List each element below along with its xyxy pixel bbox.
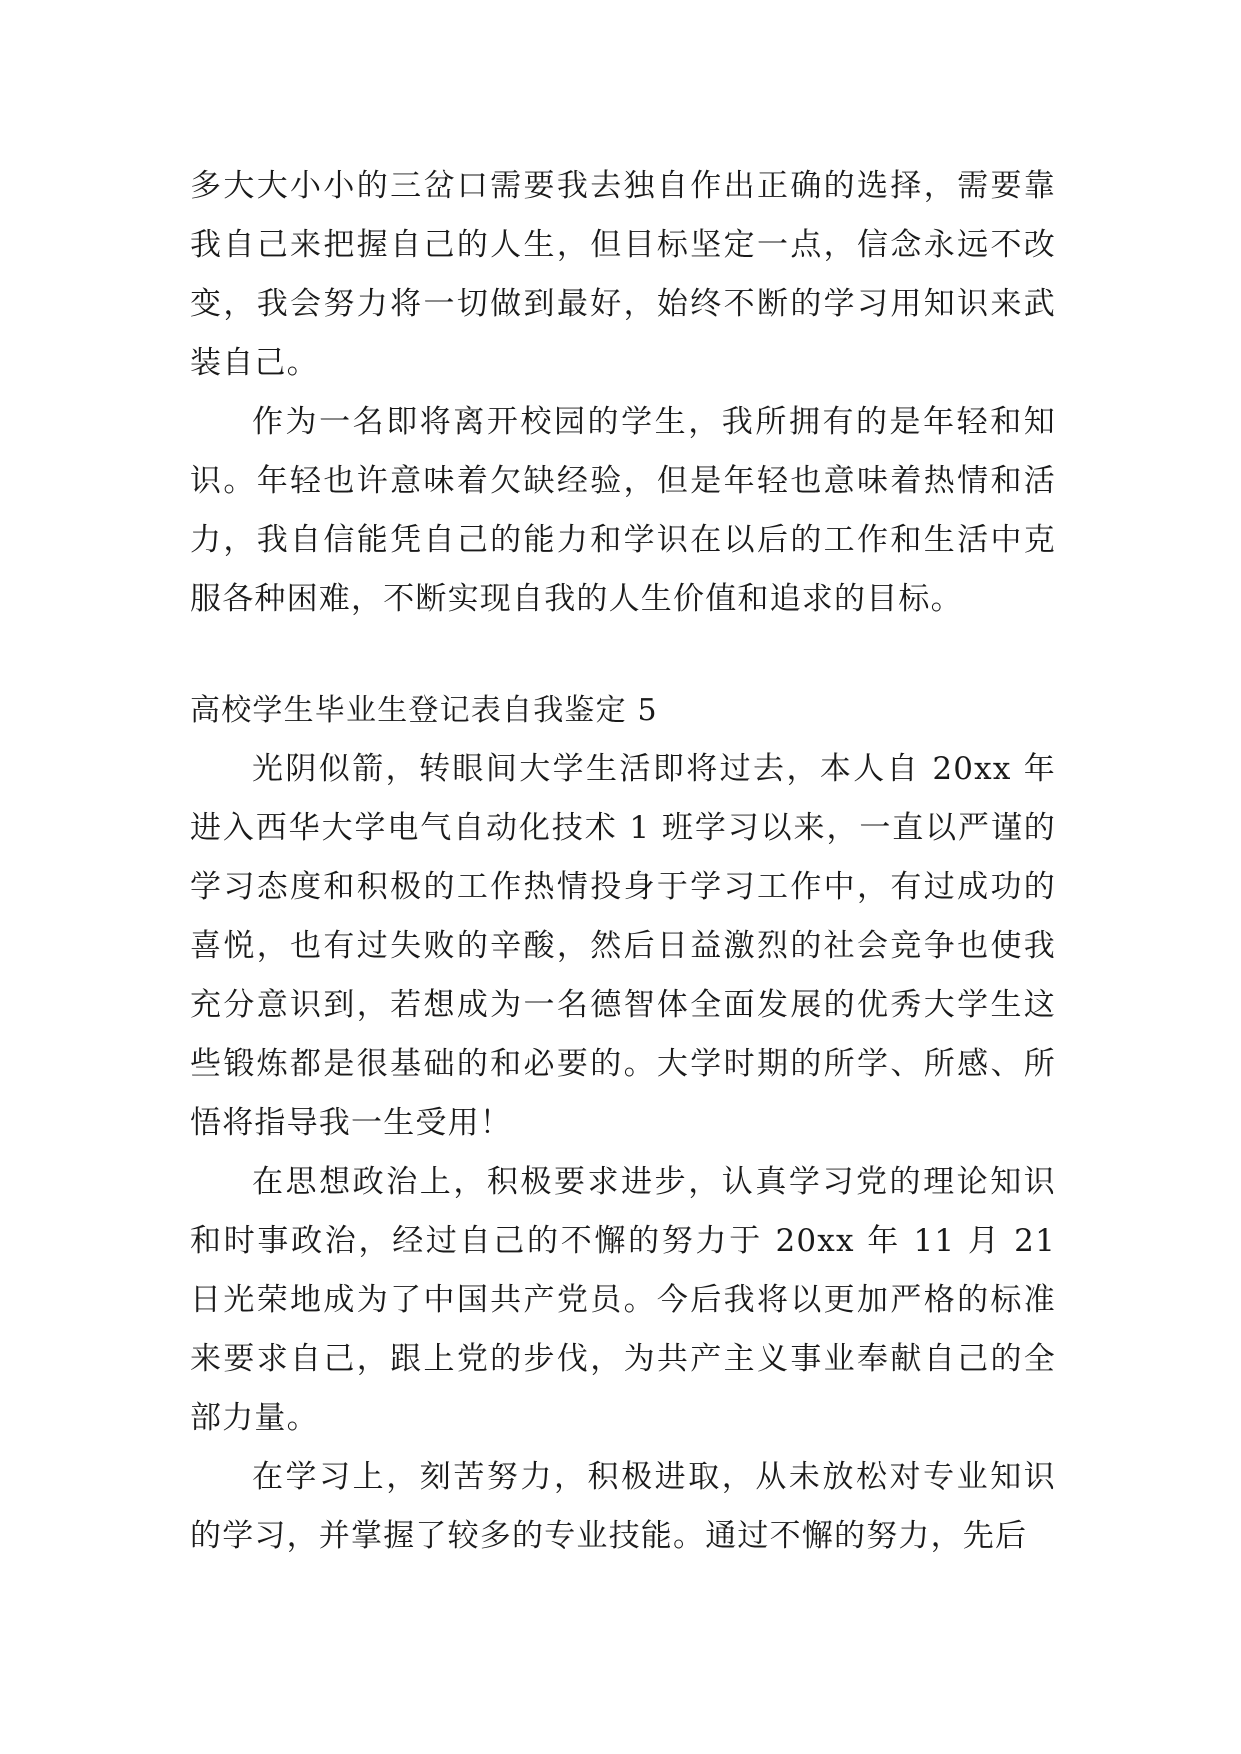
paragraph-political-thought: 在思想政治上，积极要求进步，认真学习党的理论知识和时事政治，经过自己的不懈的努力于 20xx 年 11 月 21 日光荣地成为了中国共产党员。今后我将以更加严格的标准来要求自己，跟上党的步伐，为共产主义事业奉献自己的全部力量。 <box>190 1164 1056 1436</box>
paragraph-study: 在学习上，刻苦努力，积极进取，从未放松对专业知识的学习，并掌握了较多的专业技能。通过不懈的努力，先后 <box>190 1459 1056 1554</box>
paragraph-youth-and-knowledge: 作为一名即将离开校园的学生，我所拥有的是年轻和知识。年轻也许意味着欠缺经验，但是年轻也意味着热情和活力，我自信能凭自己的能力和学识在以后的工作和生活中克服各种困难，不断实现自我的人生价值和追求的目标。 <box>190 404 1056 617</box>
document-body <box>190 157 1056 1566</box>
paragraph-university-life: 光阴似箭，转眼间大学生活即将过去，本人自 20xx 年进入西华大学电气自动化技术 1 班学习以来，一直以严谨的学习态度和积极的工作热情投身于学习工作中，有过成功的喜悦，也有过失败的辛酸，然后日益激烈的社会竞争也使我充分意识到，若想成为一名德智体全面发展的优秀大学生这些锻炼都是很基础的和必要的。大学时期的所学、所感、所悟将指导我一生受用！ <box>190 751 1056 1141</box>
section-heading: 高校学生毕业生登记表自我鉴定 5 <box>190 693 658 728</box>
paragraph-continuation: 多大大小小的三岔口需要我去独自作出正确的选择，需要靠我自己来把握自己的人生，但目标坚定一点，信念永远不改变，我会努力将一切做到最好，始终不断的学习用知识来武装自己。 <box>190 168 1056 381</box>
